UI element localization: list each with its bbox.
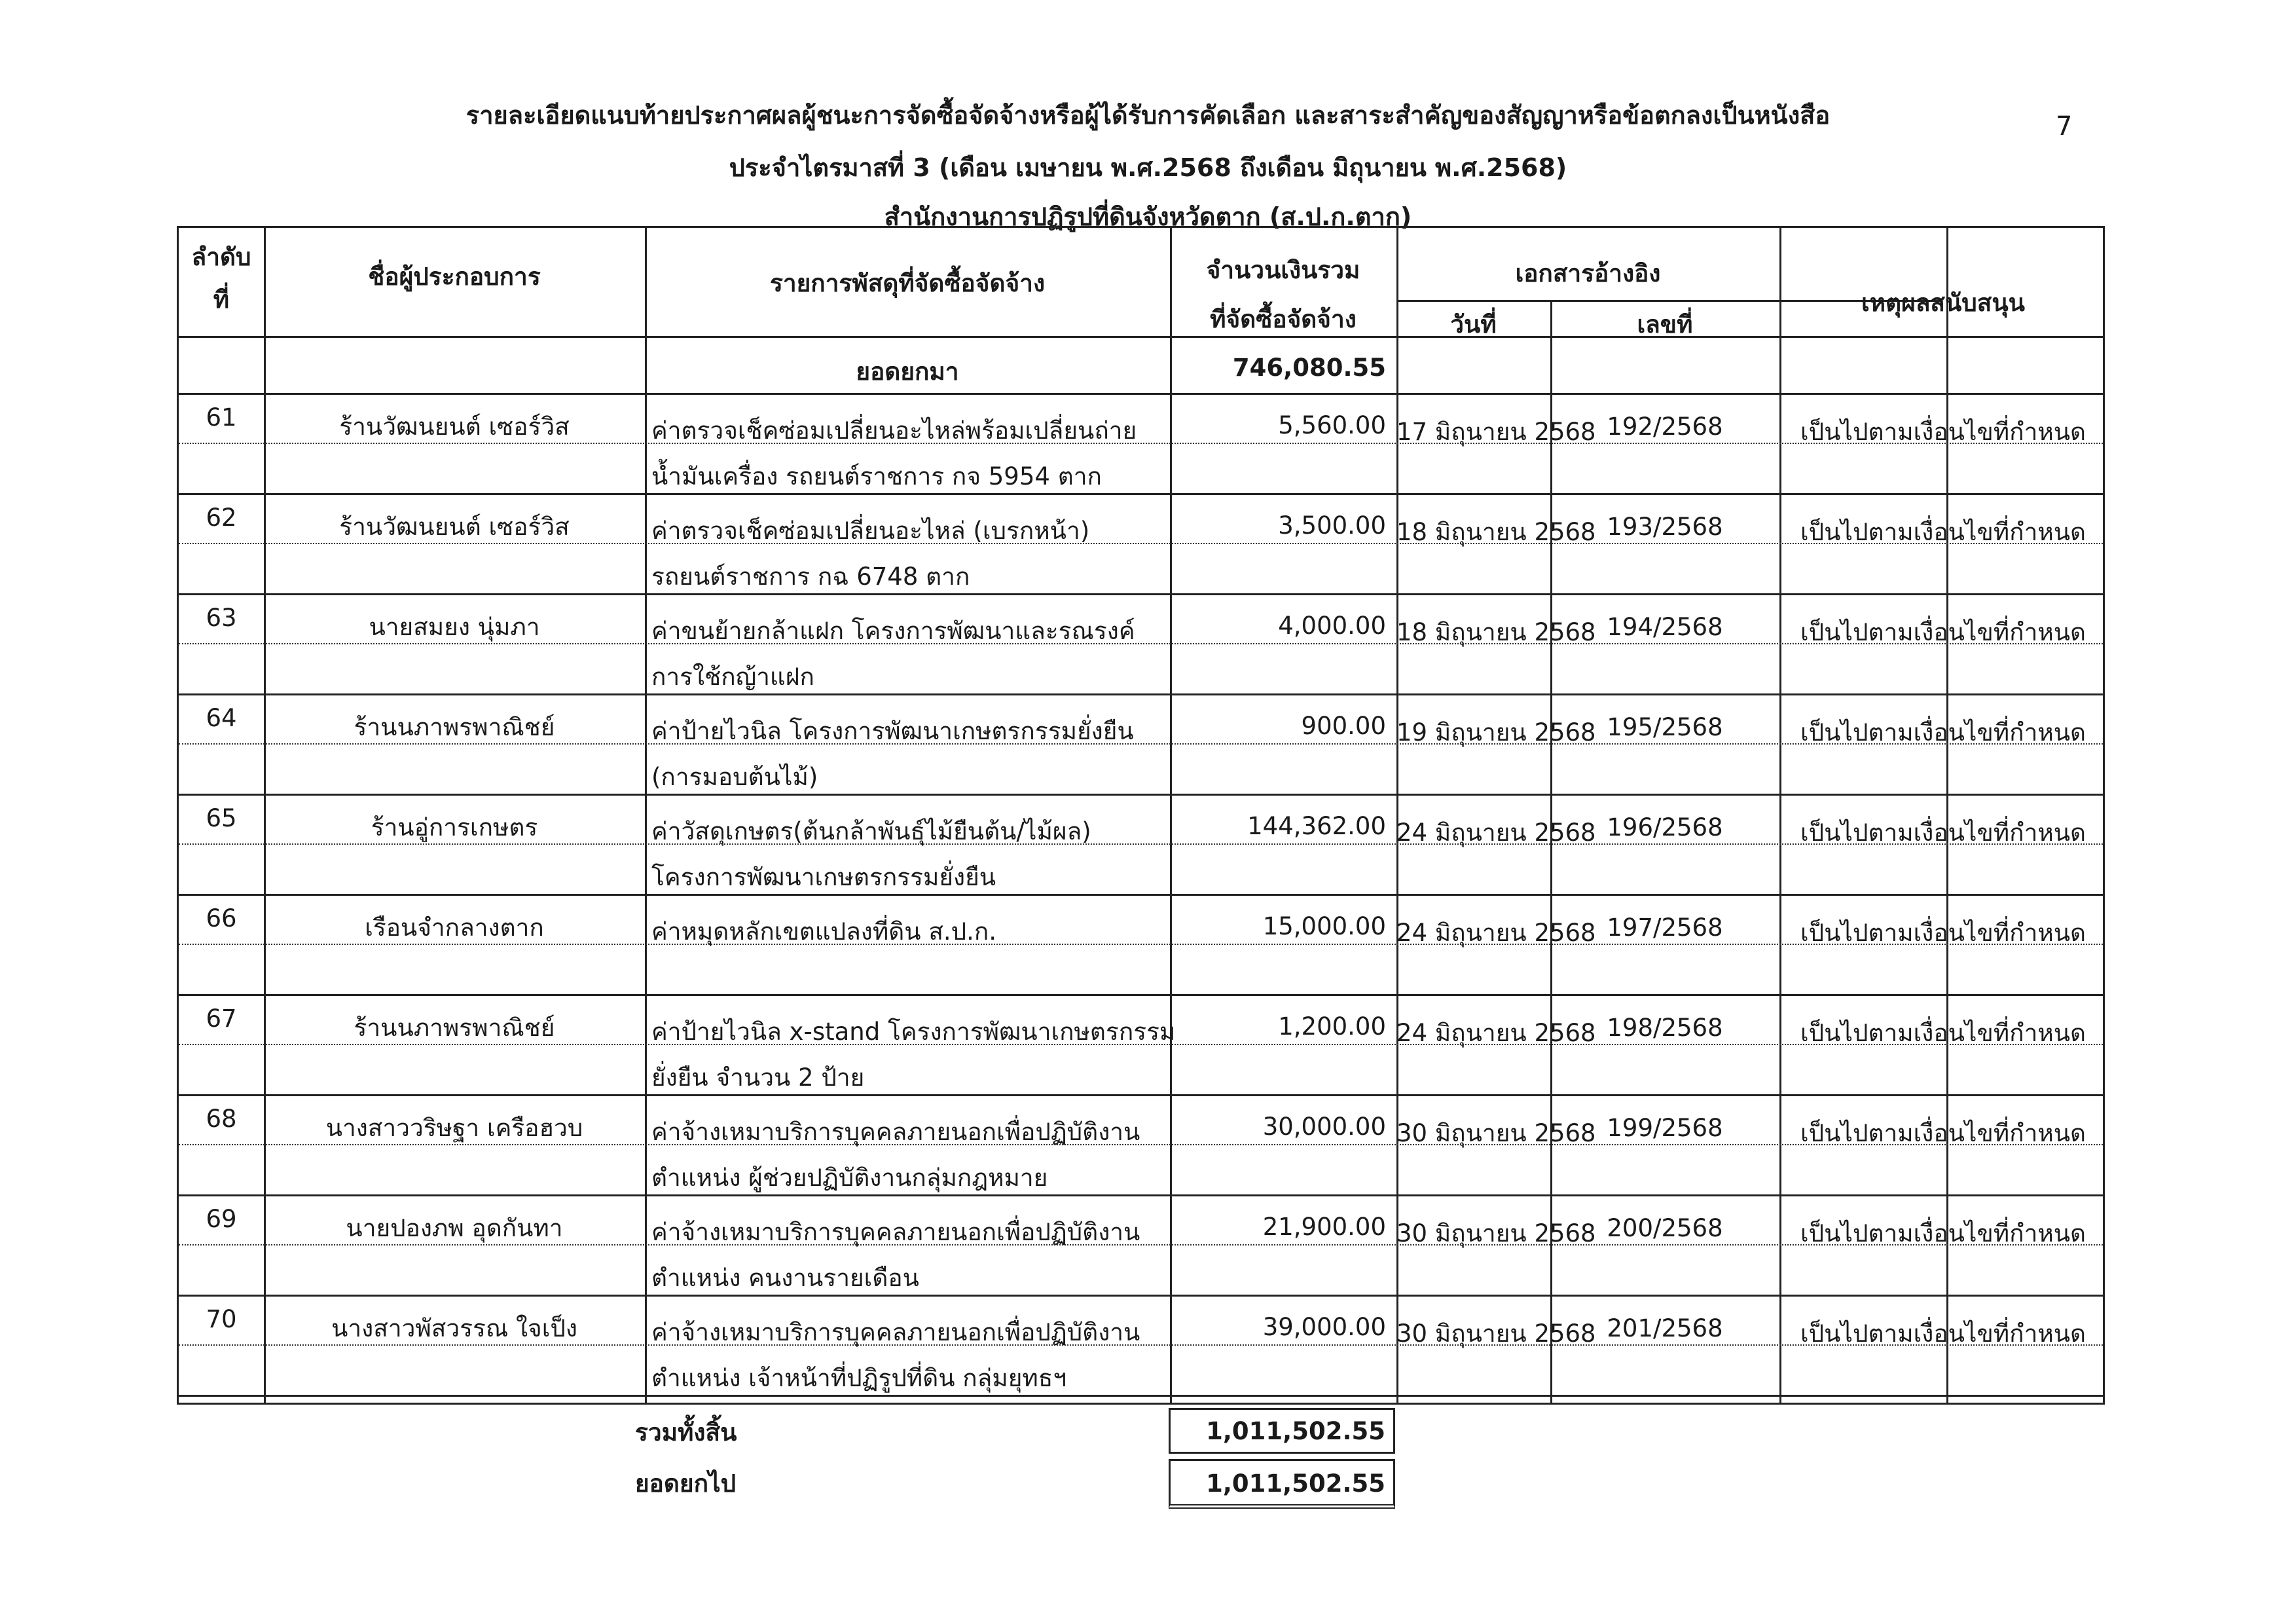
header-vendor: ชื่อผู้ประกอบการ [368, 263, 541, 291]
title-line-2: ประจำไตรมาสที่ 3 (เดือน เมษายน พ.ศ.2568 ถึงเดือน มิถุนายน พ.ศ.2568) [729, 153, 1567, 182]
ref-doc-no: 197/2568 [1607, 913, 1723, 942]
reason: เป็นไปตามเงื่อนไขที่กำหนด [1800, 718, 2086, 747]
item-line-1: ค่าวัสดุเกษตร(ต้นกล้าพันธุ์ไม้ยืนต้น/ไม้ผล) [651, 817, 1091, 845]
vendor-name: ร้านอู่การเกษตร [371, 813, 538, 841]
row-number: 66 [206, 904, 237, 932]
carried-forward-amount: 746,080.55 [1232, 354, 1386, 382]
reason: เป็นไปตามเงื่อนไขที่กำหนด [1800, 618, 2086, 646]
item-line-2: ตำแหน่ง คนงานรายเดือน [651, 1264, 919, 1292]
header-amount-2: ที่จัดซื้อจัดจ้าง [1210, 305, 1357, 333]
total-label: รวมทั้งสิ้น [635, 1418, 737, 1447]
amount: 21,900.00 [1262, 1213, 1386, 1241]
header-ref: เอกสารอ้างอิง [1515, 259, 1661, 287]
amount: 3,500.00 [1278, 511, 1386, 540]
vendor-name: นางสาวพัสวรรณ ใจเป็ง [331, 1314, 577, 1342]
item-line-1: ค่าจ้างเหมาบริการบุคคลภายนอกเพื่อปฏิบัติงาน [651, 1318, 1140, 1346]
vendor-name: ร้านนภาพรพาณิชย์ [354, 713, 555, 741]
amount: 5,560.00 [1278, 411, 1386, 439]
amount: 1,200.00 [1278, 1012, 1386, 1041]
ref-date: 24 มิถุนายน 2568 [1396, 819, 1596, 847]
row-number: 69 [206, 1205, 237, 1233]
ref-doc-no: 193/2568 [1607, 513, 1723, 541]
row-line [179, 1094, 2103, 1096]
row-dotted-line [179, 843, 2103, 845]
row-number: 70 [206, 1305, 237, 1333]
header-ref-no: เลขที่ [1637, 310, 1693, 339]
ref-date: 18 มิถุนายน 2568 [1396, 518, 1596, 546]
reason: เป็นไปตามเงื่อนไขที่กำหนด [1800, 819, 2086, 847]
row-dotted-line [179, 944, 2103, 945]
ref-doc-no: 195/2568 [1607, 713, 1723, 741]
amount: 900.00 [1301, 712, 1386, 740]
row-line [179, 1295, 2103, 1297]
ref-date: 30 มิถุนายน 2568 [1396, 1219, 1596, 1247]
amount: 4,000.00 [1278, 612, 1386, 640]
row-number: 64 [206, 704, 237, 732]
reason: เป็นไปตามเงื่อนไขที่กำหนด [1800, 1019, 2086, 1047]
forward-amount: 1,011,502.55 [1169, 1459, 1395, 1509]
item-line-1: ค่าตรวจเช็คซ่อมเปลี่ยนอะไหล่ (เบรกหน้า) [651, 517, 1090, 545]
title-line-3: สำนักงานการปฏิรูปที่ดินจังหวัดตาก (ส.ป.ก.ตาก) [884, 202, 1412, 231]
row-dotted-line [179, 743, 2103, 745]
row-dotted-line [179, 1344, 2103, 1346]
ref-date: 30 มิถุนายน 2568 [1396, 1320, 1596, 1348]
ref-doc-no: 196/2568 [1607, 813, 1723, 841]
page-number: 7 [2056, 111, 2073, 141]
vendor-name: ร้านวัฒนยนต์ เซอร์วิส [339, 513, 570, 541]
header-item: รายการพัสดุที่จัดซื้อจัดจ้าง [769, 269, 1046, 297]
header-bottom-line [179, 336, 2103, 338]
reason: เป็นไปตามเงื่อนไขที่กำหนด [1800, 1320, 2086, 1348]
amount: 39,000.00 [1262, 1313, 1386, 1341]
item-line-2: โครงการพัฒนาเกษตรกรรมยั่งยืน [651, 863, 996, 891]
ref-date: 18 มิถุนายน 2568 [1396, 618, 1596, 646]
item-line-2: ตำแหน่ง ผู้ช่วยปฏิบัติงานกลุ่มกฎหมาย [651, 1164, 1048, 1192]
carried-forward-label: ยอดยกมา [856, 358, 959, 386]
row-line [179, 794, 2103, 796]
ref-date: 30 มิถุนายน 2568 [1396, 1119, 1596, 1147]
row-line [179, 493, 2103, 495]
row-dotted-line [179, 1044, 2103, 1045]
ref-date: 17 มิถุนายน 2568 [1396, 418, 1596, 446]
ref-date: 24 มิถุนายน 2568 [1396, 919, 1596, 947]
header-reason: เหตุผลสนับสนุน [1861, 289, 2025, 317]
row-line [179, 1194, 2103, 1196]
item-line-1: ค่าตรวจเช็คซ่อมเปลี่ยนอะไหล่พร้อมเปลี่ยนถ่าย [651, 416, 1137, 445]
ref-doc-no: 194/2568 [1607, 613, 1723, 641]
row-line [179, 894, 2103, 896]
ref-doc-no: 201/2568 [1607, 1314, 1723, 1342]
vendor-name: นายสมยง นุ่มภา [369, 613, 540, 641]
reason: เป็นไปตามเงื่อนไขที่กำหนด [1800, 919, 2086, 947]
vendor-name: เรือนจำกลางตาก [365, 913, 544, 942]
header-ref-date: วันที่ [1450, 310, 1497, 339]
reason: เป็นไปตามเงื่อนไขที่กำหนด [1800, 1219, 2086, 1247]
ref-doc-no: 200/2568 [1607, 1214, 1723, 1242]
item-line-1: ค่าจ้างเหมาบริการบุคคลภายนอกเพื่อปฏิบัติงาน [651, 1118, 1140, 1146]
row-line [179, 593, 2103, 595]
item-line-2: น้ำมันเครื่อง รถยนต์ราชการ กจ 5954 ตาก [651, 462, 1102, 490]
reason: เป็นไปตามเงื่อนไขที่กำหนด [1800, 518, 2086, 546]
header-no-1: ลำดับ [191, 243, 251, 271]
vendor-name: ร้านนภาพรพาณิชย์ [354, 1014, 555, 1042]
item-line-2: (การมอบต้นไม้) [651, 763, 818, 791]
row-line [179, 1395, 2103, 1397]
amount: 15,000.00 [1262, 912, 1386, 940]
ref-doc-no: 199/2568 [1607, 1114, 1723, 1142]
row-line [179, 994, 2103, 996]
item-line-1: ค่าป้ายไวนิล โครงการพัฒนาเกษตรกรรมยั่งยืน [651, 717, 1134, 745]
ref-doc-no: 198/2568 [1607, 1014, 1723, 1042]
total-amount: 1,011,502.55 [1169, 1408, 1395, 1454]
row-number: 65 [206, 804, 237, 832]
row-dotted-line [179, 543, 2103, 544]
vendor-name: นายปองภพ อุดกันทา [346, 1214, 563, 1242]
item-line-1: ค่าจ้างเหมาบริการบุคคลภายนอกเพื่อปฏิบัติงาน [651, 1218, 1140, 1246]
ref-date: 19 มิถุนายน 2568 [1396, 718, 1596, 747]
item-line-2: รถยนต์ราชการ กฉ 6748 ตาก [651, 563, 970, 591]
row-line [179, 393, 2103, 395]
row-number: 63 [206, 604, 237, 632]
item-line-2: การใช้กญ้าแฝก [651, 663, 814, 691]
ref-doc-no: 192/2568 [1607, 413, 1723, 441]
reason: เป็นไปตามเงื่อนไขที่กำหนด [1800, 418, 2086, 446]
forward-label: ยอดยกไป [635, 1469, 737, 1498]
amount: 144,362.00 [1247, 812, 1386, 840]
vendor-name: ร้านวัฒนยนต์ เซอร์วิส [339, 413, 570, 441]
row-dotted-line [179, 443, 2103, 444]
title-line-1: รายละเอียดแนบท้ายประกาศผลผู้ชนะการจัดซื้อจัดจ้างหรือผู้ได้รับการคัดเลือก และสาระสำคัญของสัญญาหรือข้อตกลงเป็นหนังสือ [465, 101, 1831, 130]
row-number: 61 [206, 403, 237, 432]
procurement-table [177, 226, 2105, 1405]
header-amount-1: จำนวนเงินรวม [1206, 256, 1360, 284]
row-dotted-line [179, 1244, 2103, 1246]
row-dotted-line [179, 643, 2103, 644]
vendor-name: นางสาววริษฐา เครือฮวบ [325, 1114, 583, 1142]
row-number: 68 [206, 1105, 237, 1133]
ref-date: 24 มิถุนายน 2568 [1396, 1019, 1596, 1047]
amount: 30,000.00 [1262, 1113, 1386, 1141]
header-no-2: ที่ [213, 286, 230, 314]
row-number: 62 [206, 504, 237, 532]
item-line-1: ค่าหมุดหลักเขตแปลงที่ดิน ส.ป.ก. [651, 917, 997, 946]
reason: เป็นไปตามเงื่อนไขที่กำหนด [1800, 1119, 2086, 1147]
row-number: 67 [206, 1005, 237, 1033]
item-line-2: ยั่งยืน จำนวน 2 ป้าย [651, 1063, 865, 1092]
item-line-2: ตำแหน่ง เจ้าหน้าที่ปฏิรูปที่ดิน กลุ่มยุทธฯ [651, 1364, 1067, 1392]
item-line-1: ค่าป้ายไวนิล x-stand โครงการพัฒนาเกษตรกรรม [651, 1018, 1176, 1046]
item-line-1: ค่าขนย้ายกล้าแฝก โครงการพัฒนาและรณรงค์ [651, 617, 1135, 645]
col-divider [645, 228, 647, 1403]
row-dotted-line [179, 1144, 2103, 1145]
row-line [179, 693, 2103, 695]
